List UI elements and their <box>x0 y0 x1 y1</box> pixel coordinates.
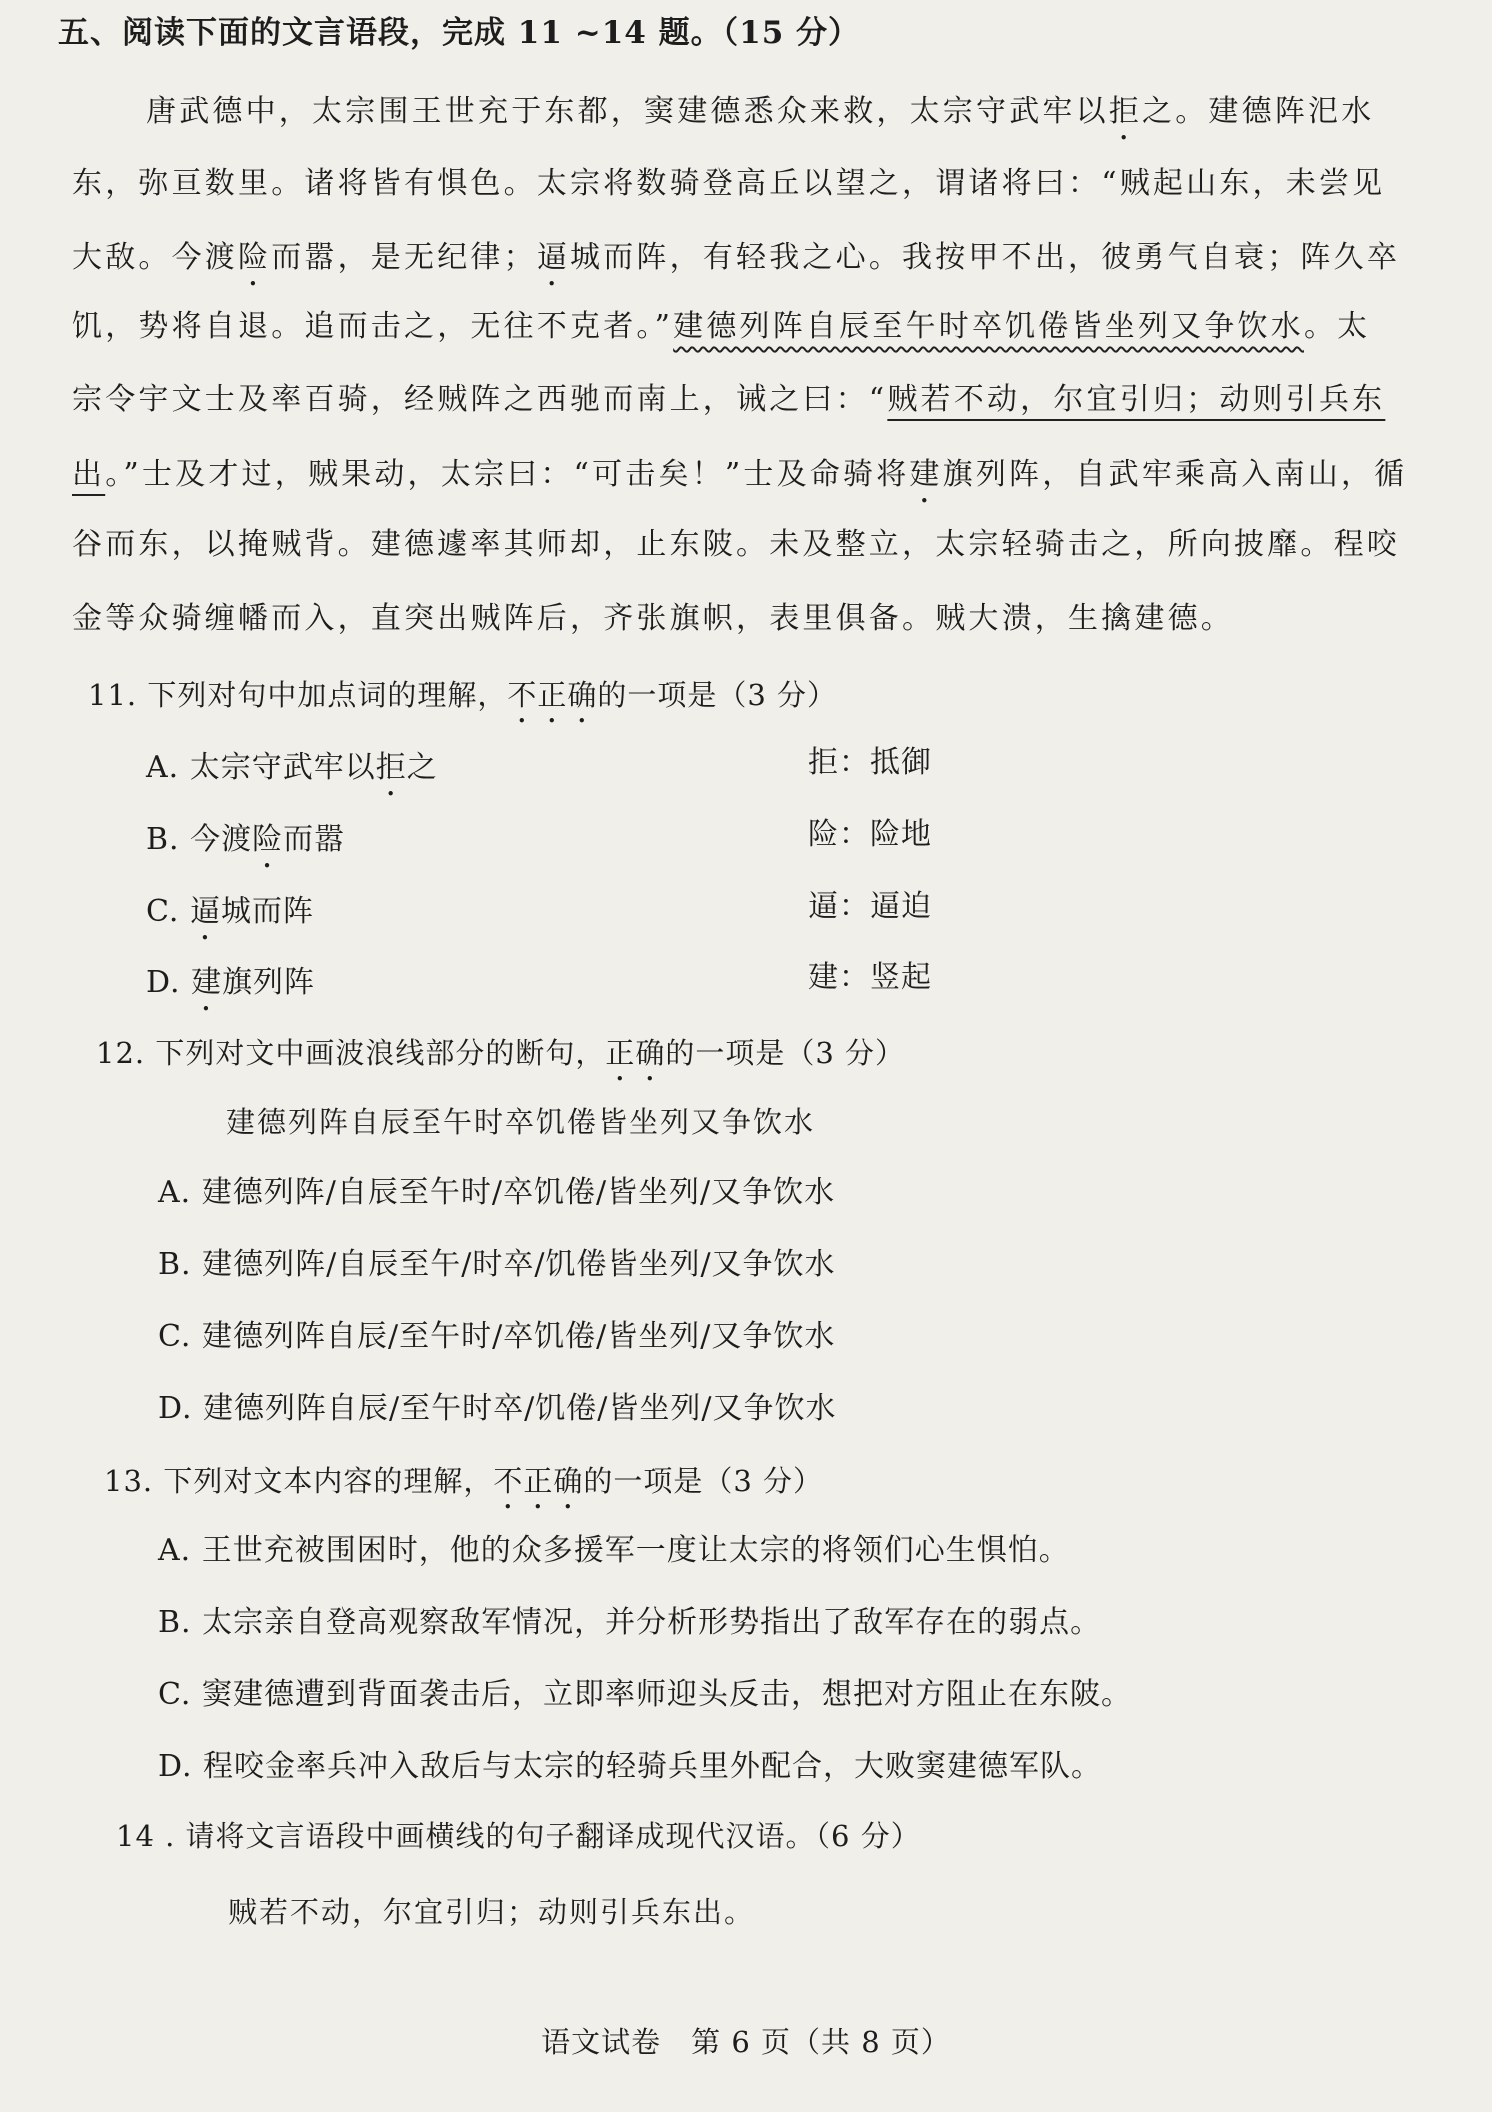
question-13-option-c: C. 窦建德遭到背面袭击后，立即率师迎头反击，想把对方阻止在东陂。 <box>158 1677 1132 1712</box>
passage-line-5: 宗令宇文士及率百骑，经贼阵之西驰而南上，诫之曰：“贼若不动，尔宜引归；动则引兵东 <box>72 382 1386 417</box>
question-14-sentence: 贼若不动，尔宜引归；动则引兵东出。 <box>228 1895 756 1929</box>
passage-line-3: 大敌。今渡险而嚣，是无纪律；逼城而阵，有轻我之心。我按甲不出，彼勇气自衰；阵久卒 <box>72 240 1401 275</box>
question-11-gloss-a: 拒：抵御 <box>808 745 932 780</box>
question-11-gloss-c: 逼：逼迫 <box>808 889 932 924</box>
question-11-option-b: B. 今渡险而嚣 <box>146 822 346 857</box>
dotted-word-jian: 建 <box>909 457 943 492</box>
passage-line-7: 谷而东，以掩贼背。建德遽率其师却，止东陂。未及整立，太宗轻骑击之，所向披靡。程咬 <box>72 527 1400 562</box>
question-12-sentence: 建德列阵自辰至午时卒饥倦皆坐列又争饮水 <box>226 1105 816 1139</box>
question-12-option-b: B. 建德列阵/自辰至午/时卒/饥倦皆坐列/又争饮水 <box>158 1247 836 1282</box>
question-11-gloss-d: 建：竖起 <box>808 960 932 995</box>
emphasis-zheng-que: 正确 <box>605 1036 666 1070</box>
question-11-option-d: D. 建旗列阵 <box>146 965 316 1000</box>
question-11-gloss-b: 险：险地 <box>808 817 932 852</box>
dotted-word-bi: 逼 <box>536 240 571 275</box>
underlined-sentence-part-1: 贼若不动，尔宜引归；动则引兵东 <box>887 382 1386 417</box>
passage-line-4: 饥，势将自退。追而击之，无往不克者。”建德列阵自辰至午时卒饥倦皆坐列又争饮水。太 <box>72 309 1371 344</box>
underlined-sentence-part-2: 出 <box>72 457 106 492</box>
question-11-title: 11. 下列对句中加点词的理解，不正确的一项是（3 分） <box>88 678 838 712</box>
wavy-underlined-sentence: 建德列阵自辰至午时卒饥倦皆坐列又争饮水 <box>673 309 1304 344</box>
question-12-option-a: A. 建德列阵/自辰至午时/卒饥倦/皆坐列/又争饮水 <box>158 1175 836 1210</box>
passage-line-2: 东，弥亘数里。诸将皆有惧色。太宗将数骑登高丘以望之，谓诸将曰：“贼起山东，未尝见 <box>72 166 1386 201</box>
question-12-option-c: C. 建德列阵自辰/至午时/卒饥倦/皆坐列/又争饮水 <box>158 1319 836 1354</box>
passage-line-6: 出。”士及才过，贼果动，太宗曰：“可击矣！”士及命骑将建旗列阵，自武牢乘高入南山，循 <box>72 457 1408 492</box>
section-title: 五、阅读下面的文言语段，完成 11 ~14 题。（15 分） <box>58 15 861 51</box>
dotted-word-xian: 险 <box>238 240 272 275</box>
passage-line-8: 金等众骑缠幡而入，直突出贼阵后，齐张旗帜，表里俱备。贼大溃，生擒建德。 <box>72 601 1234 636</box>
question-13-option-d: D. 程咬金率兵冲入敌后与太宗的轻骑兵里外配合，大败窦建德军队。 <box>158 1749 1103 1784</box>
question-13-option-a: A. 王世充被围困时，他的众多援军一度让太宗的将领们心生惧怕。 <box>158 1533 1070 1568</box>
emphasis-bu-zheng-que: 不正确 <box>507 678 598 712</box>
question-13-option-b: B. 太宗亲自登高观察敌军情况，并分析形势指出了敌军存在的弱点。 <box>158 1605 1102 1640</box>
question-12-option-d: D. 建德列阵自辰/至午时卒/饥倦/皆坐列/又争饮水 <box>158 1391 837 1426</box>
page-footer: 语文试卷 第 6 页（共 8 页） <box>541 2025 951 2059</box>
question-14-title: 14 . 请将文言语段中画横线的句子翻译成现代汉语。（6 分） <box>116 1819 921 1853</box>
dotted-word-ju: 拒 <box>1108 94 1143 129</box>
question-13-title: 13. 下列对文本内容的理解，不正确的一项是（3 分） <box>104 1464 824 1498</box>
emphasis-bu-zheng-que-13: 不正确 <box>493 1464 584 1498</box>
passage-line-1: 唐武德中，太宗围王世充于东都，窦建德悉众来救，太宗守武牢以拒之。建德阵汜水 <box>146 94 1375 129</box>
question-11-option-c: C. 逼城而阵 <box>146 894 314 929</box>
question-12-title: 12. 下列对文中画波浪线部分的断句，正确的一项是（3 分） <box>96 1036 906 1070</box>
question-11-option-a: A. 太宗守武牢以拒之 <box>146 750 438 785</box>
